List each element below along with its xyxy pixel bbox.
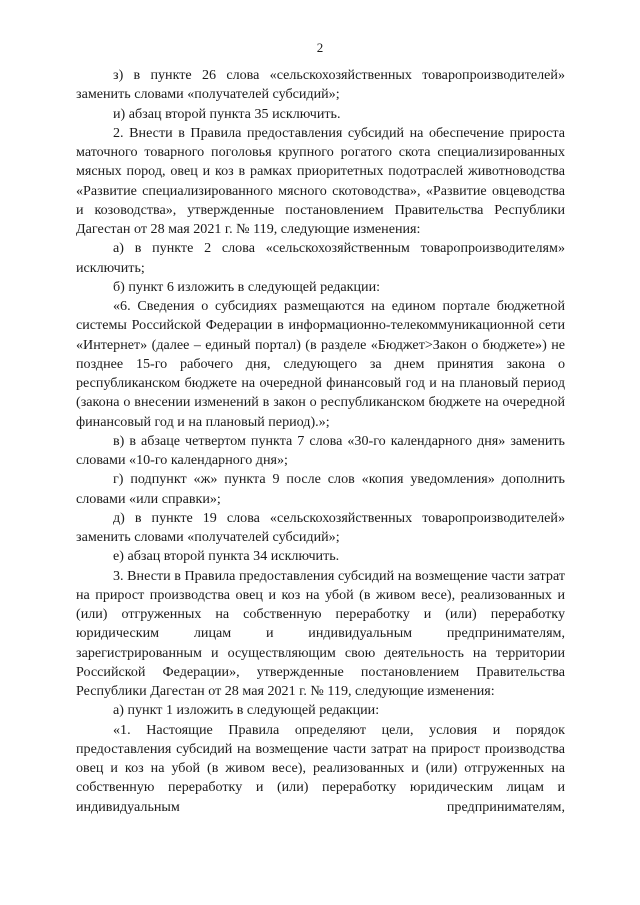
paragraph: «6. Сведения о субсидиях размещаются на едином портале бюджетной системы Российской Федерации в информационно-телекоммуникационной сети «Интернет» (далее – единый портал) (в разделе «Бюджет>Закон о бюджете») не позднее 15-го рабочего дня, следующего за днем принятия закона о республиканском бюджете на очередной финансовый год и на плановый период (закона о внесении изменений в закон о республиканском бюджете на очередной финансовый год и на плановый период).»; [76,298,565,430]
paragraph: а) в пункте 2 слова «сельскохозяйственным товаропроизводителям» исключить; [76,240,565,276]
paragraph: е) абзац второй пункта 34 исключить. [113,548,340,565]
paragraph: «1. Настоящие Правила определяют цели, условия и порядок предоставления субсидий на возмещение части затрат на прирост производства овец и коз на убой (в живом весе), реализованных и (или) отгруженных на собственную переработку и (или) переработку юридическим лицам и индивидуальным предпринимателям, [76,721,565,815]
paragraph: з) в пункте 26 слова «сельскохозяйственных товаропроизводителей» заменить словами «получателей субсидий»; [76,67,565,103]
paragraph: г) подпункт «ж» пункта 9 после слов «копия уведомления» дополнить словами «или справки»; [76,471,565,507]
paragraph: а) пункт 1 изложить в следующей редакции: [113,702,380,719]
paragraph: 2. Внести в Правила предоставления субсидий на обеспечение прироста маточного товарного поголовья крупного рогатого скота специализированных мясных пород, овец и коз в рамках приоритетных подотраслей животноводства «Развитие специализированного мясного скотоводства», «Развитие овцеводства и козоводства», утвержденные постановлением Правительства Республики Дагестан от 28 мая 2021 г. № 119, следующие изменения: [76,124,565,237]
paragraph: 3. Внести в Правила предоставления субсидий на возмещение части затрат на прирост производства овец и коз на убой (в живом весе), реализованных и (или) отгруженных на собственную переработку и (или) переработку юридическим лицам и индивидуальным предпринимателям, зарегистрированным и осуществляющим свою деятельность на территории Российской Федерации», утвержденные постановлением Правительства Республики Дагестан от 28 мая 2021 г. № 119, следующие изменения: [76,567,565,699]
page-number: 2 [316,40,324,55]
paragraph: д) в пункте 19 слова «сельскохозяйственных товаропроизводителей» заменить словами «получателей субсидий»; [76,509,565,545]
paragraph: б) пункт 6 изложить в следующей редакции: [113,278,381,295]
document-body [76,66,565,817]
paragraph: в) в абзаце четвертом пункта 7 слова «30-го календарного дня» заменить словами «10-го календарного дня»; [76,432,565,468]
paragraph: и) абзац второй пункта 35 исключить. [113,105,341,122]
